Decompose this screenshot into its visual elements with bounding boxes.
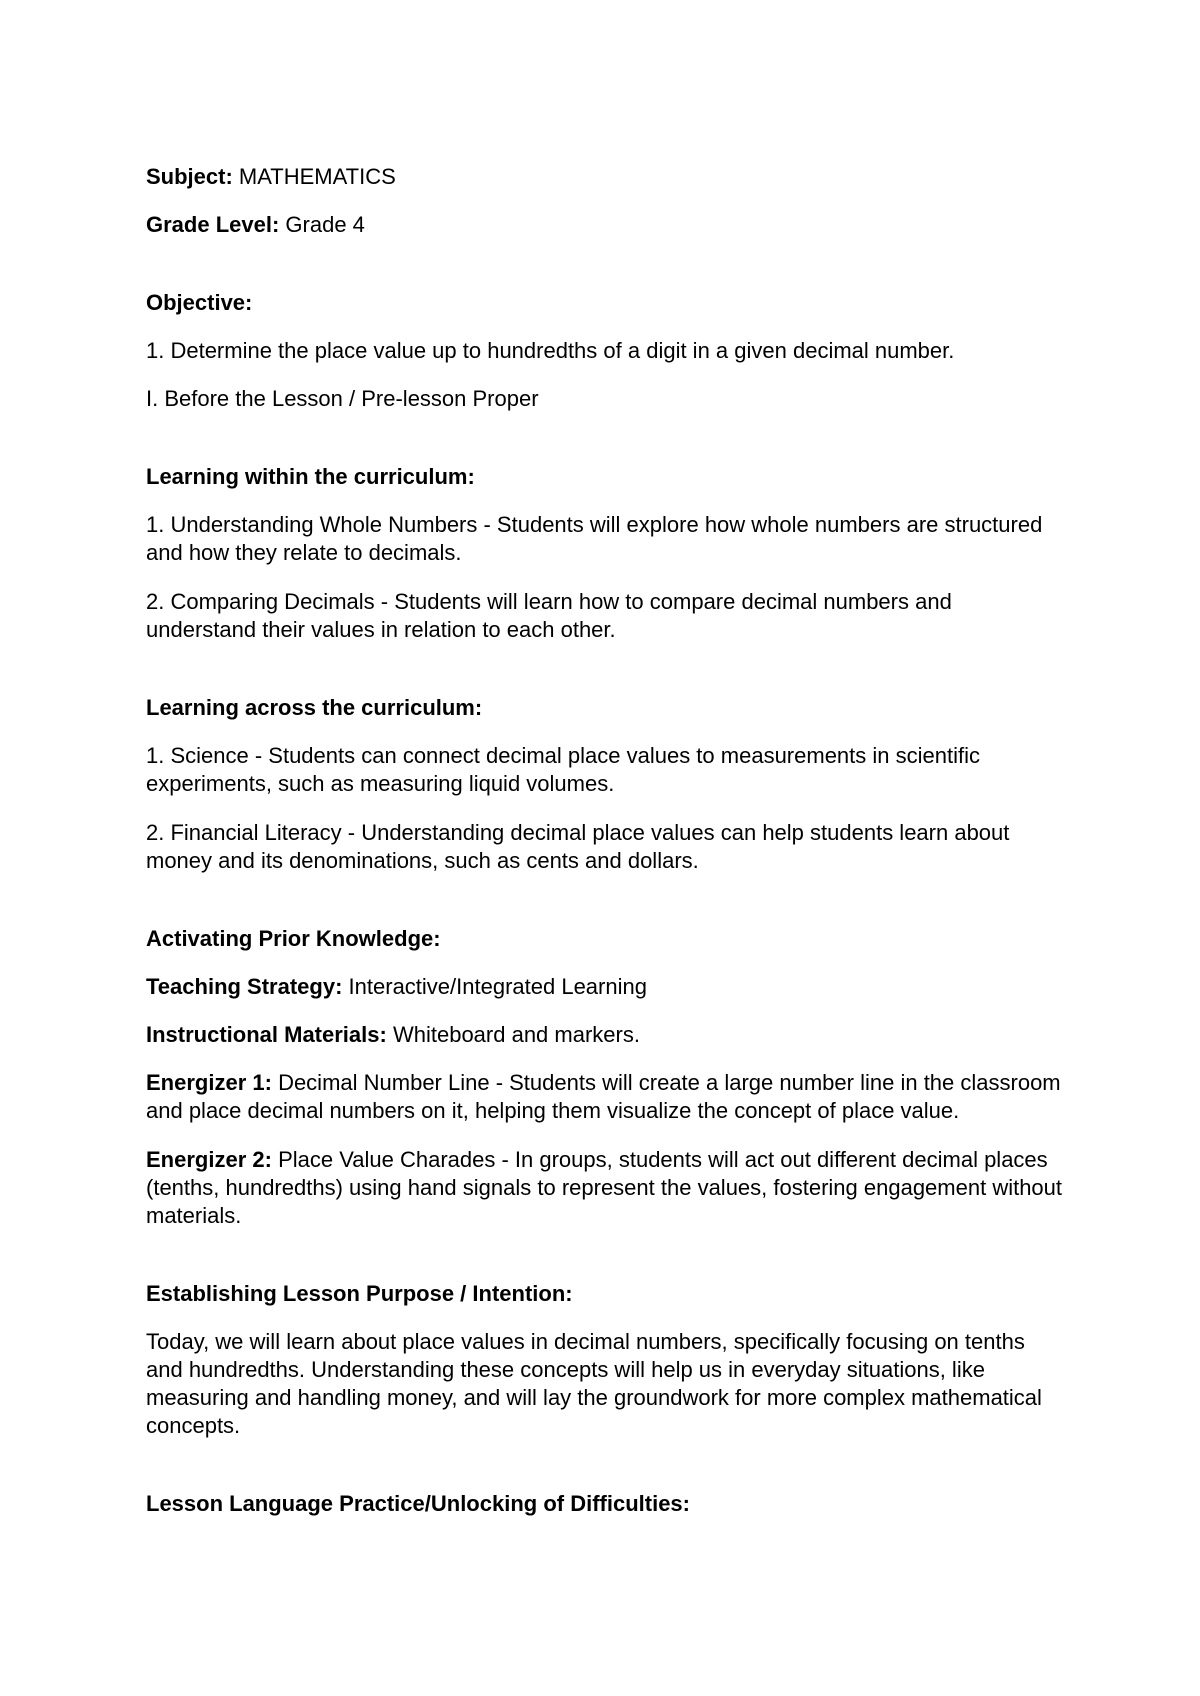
subject-value: MATHEMATICS xyxy=(238,164,396,189)
learning-within-heading: Learning within the curriculum: xyxy=(146,464,475,489)
instructional-materials-line xyxy=(146,1021,1066,1049)
document-body xyxy=(146,163,1066,1518)
objective-item: I. Before the Lesson / Pre-lesson Proper xyxy=(146,386,539,411)
teaching-strategy-value: Interactive/Integrated Learning xyxy=(348,974,647,999)
energizer-2-line xyxy=(146,1146,1066,1230)
teaching-strategy-line xyxy=(146,973,1066,1001)
energizer-1-line xyxy=(146,1069,1066,1125)
grade-level-line xyxy=(146,211,1066,239)
lesson-purpose-text: Today, we will learn about place values in decimal numbers, specifically focusing on tenths and hundredths. Understanding these concepts will help us in everyday situations, like measuring and handling money, and will lay the groundwork for more complex mathematical concepts. xyxy=(146,1329,1042,1438)
instructional-materials-value: Whiteboard and markers. xyxy=(392,1022,640,1047)
energizer-2-label: Energizer 2: xyxy=(146,1147,272,1172)
energizer-2-value: Place Value Charades - In groups, students will act out different decimal places (tenths, hundredths) using hand signals to represent the values, fostering engagement without materials. xyxy=(146,1147,1063,1228)
prior-knowledge-heading: Activating Prior Knowledge: xyxy=(146,926,441,951)
language-practice-heading: Lesson Language Practice/Unlocking of Difficulties: xyxy=(146,1491,690,1516)
teaching-strategy-label: Teaching Strategy: xyxy=(146,974,343,999)
subject-line xyxy=(146,163,1066,191)
energizer-1-label: Energizer 1: xyxy=(146,1070,272,1095)
learning-within-item: 2. Comparing Decimals - Students will learn how to compare decimal numbers and understand their values in relation to each other. xyxy=(146,589,952,642)
learning-across-item: 2. Financial Literacy - Understanding decimal place values can help students learn about money and its denominations, such as cents and dollars. xyxy=(146,820,1010,873)
objective-item: 1. Determine the place value up to hundredths of a digit in a given decimal number. xyxy=(146,338,955,363)
learning-within-item: 1. Understanding Whole Numbers - Students will explore how whole numbers are structured and how they relate to decimals. xyxy=(146,512,1043,565)
instructional-materials-label: Instructional Materials: xyxy=(146,1022,387,1047)
energizer-1-value: Decimal Number Line - Students will create a large number line in the classroom and place decimal numbers on it, helping them visualize the concept of place value. xyxy=(146,1070,1061,1123)
learning-across-heading: Learning across the curriculum: xyxy=(146,695,483,720)
objective-heading: Objective: xyxy=(146,290,253,315)
subject-label: Subject: xyxy=(146,164,233,189)
lesson-purpose-heading: Establishing Lesson Purpose / Intention: xyxy=(146,1281,573,1306)
grade-level-value: Grade 4 xyxy=(285,212,365,237)
learning-across-item: 1. Science - Students can connect decimal place values to measurements in scientific experiments, such as measuring liquid volumes. xyxy=(146,743,980,796)
grade-level-label: Grade Level: xyxy=(146,212,280,237)
